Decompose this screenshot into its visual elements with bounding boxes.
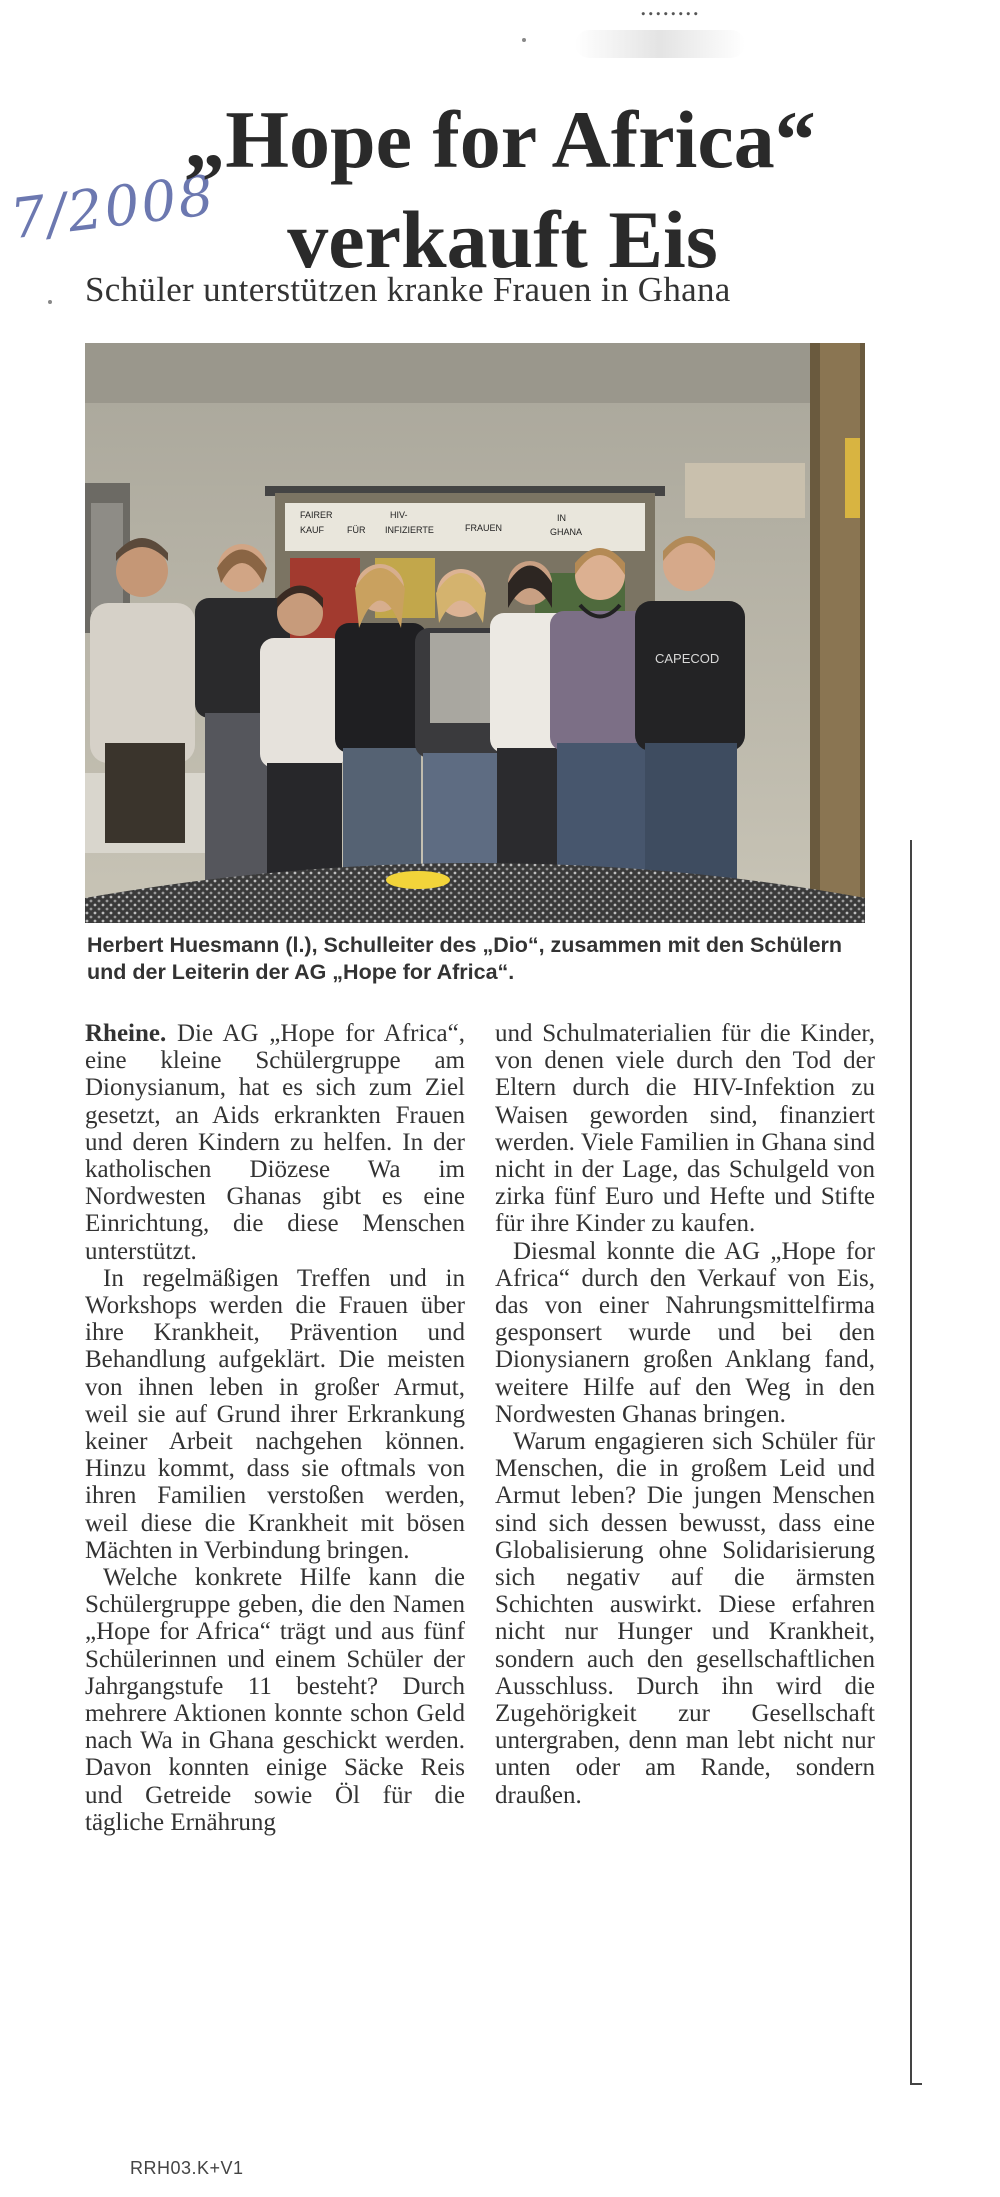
group-photo bbox=[85, 343, 865, 923]
speck bbox=[48, 300, 52, 304]
subheadline: Schüler unterstützen kranke Frauen in Ghana bbox=[85, 270, 731, 309]
banner-word-2: KAUF bbox=[300, 525, 325, 535]
speck bbox=[522, 38, 526, 42]
article-column-right bbox=[495, 1020, 875, 1809]
cut-off-text-fragment: ........ bbox=[640, 0, 700, 21]
banner-word-8: GHANA bbox=[550, 527, 583, 537]
photo-caption: Herbert Huesmann (l.), Schulleiter des „Dio“, zusammen mit den Schülern und der Leiterin der AG „Hope for Africa“. bbox=[87, 933, 843, 984]
article-text: Die AG „Hope for Africa“, eine kleine Schülergruppe am Dionysianum, hat es sich zum Ziel gesetzt, an Aids erkrankten Frauen und deren Kindern zu helfen. In der katholischen Diözese Wa im Nordwesten Ghanas gibt es eine Einrichtung, die diese Menschen unterstützt. bbox=[85, 1020, 465, 1265]
column-rule bbox=[910, 840, 912, 2085]
article-paragraph: In regelmäßigen Treffen und in Workshops werden die Frauen über ihre Krankheit, Prävention und Behandlung aufgeklärt. Die meisten von ihnen leben in großer Armut, weil sie auf Grund ihrer Erkrankung keiner Arbeit nachgehen können. Hinzu kommt, dass sie oftmals von ihren Familien verstoßen werden, weil diese die Krankheit mit bösen Mächten in Verbindung bringen. bbox=[85, 1264, 465, 1564]
banner-word-7: IN bbox=[557, 513, 566, 523]
headline bbox=[150, 90, 850, 290]
column-rule-foot bbox=[910, 2083, 922, 2085]
banner-word-6: FRAUEN bbox=[465, 523, 503, 533]
banner-word-1: FAIRER bbox=[300, 510, 333, 520]
article-column-left bbox=[85, 1020, 465, 1836]
banner-word-4: HIV- bbox=[390, 510, 408, 520]
print-smudge bbox=[575, 30, 745, 58]
article-paragraph: Welche konkrete Hilfe kann die Schülergruppe geben, die den Namen „Hope for Africa“ trägt und aus fünf Schülerinnen und einem Schüler der Jahrgangstufe 11 besteht? Durch mehrere Aktionen konnte schon Geld nach Wa in Ghana geschickt werden. Davon konnten einige Säcke Reis und Getreide sowie Öl für die tägliche Ernährung bbox=[85, 1564, 465, 1836]
banner-word-5: INFIZIERTE bbox=[385, 525, 434, 535]
headline-line-1: „Hope for Africa“ bbox=[184, 94, 816, 185]
article-dateline: Rheine. bbox=[85, 1020, 167, 1047]
banner-word-3: FÜR bbox=[347, 525, 366, 535]
headline-line-2: verkauft Eis bbox=[287, 194, 718, 285]
article-paragraph: Diesmal konnte die AG „Hope for Africa“ durch den Verkauf von Eis, das von einer Nahrungsmittelfirma gesponsert wurde und bei den Dionysianern großen Anklang fand, weitere Hilfe auf den Weg in den Nordwesten Ghanas bringen. bbox=[495, 1237, 875, 1428]
tshirt-text: CAPECOD bbox=[655, 651, 720, 666]
article-paragraph bbox=[85, 1020, 465, 1265]
footer-code: RRH03.K+V1 bbox=[130, 2158, 244, 2178]
article-paragraph: Warum engagieren sich Schüler für Menschen, die in großem Leid und Armut leben? Die jungen Menschen sind sich dessen bewusst, dass eine Globalisierung ohne Solidarisierung sich negativ auf die ärmsten Schichten auswirkt. Diese erfahren nicht nur Hunger und Krankheit, sondern auch den gesellschaftlichen Ausschluss. Durch ihn wird die Zugehörigkeit zur Gesellschaft untergraben, denn man lebt nicht nur unten oder am Rande, sondern draußen. bbox=[495, 1428, 875, 1809]
handwritten-date: 7/2008 bbox=[6, 162, 219, 252]
group-photo-illustration bbox=[85, 343, 865, 923]
article-paragraph: und Schulmaterialien für die Kinder, von denen viele durch den Tod der Eltern durch die HIV-Infektion zu Waisen geworden sind, finanziert werden. Viele Familien in Ghana sind nicht in der Lage, das Schulgeld von zirka fünf Euro und Hefte und Stifte für ihre Kinder zu kaufen. bbox=[495, 1020, 875, 1238]
